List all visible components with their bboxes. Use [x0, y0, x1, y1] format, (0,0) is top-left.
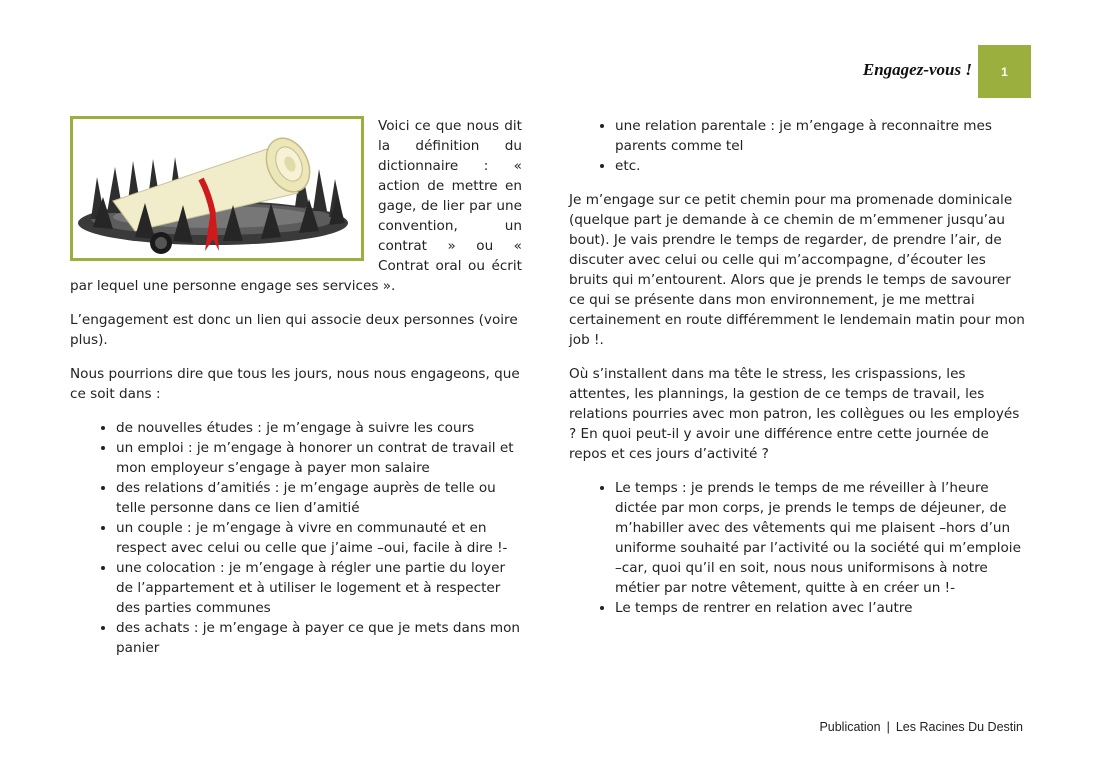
list-item: • des relations d’amitiés : je m’engage auprès de telle ou telle personne dans ce lien d’amitié — [116, 478, 522, 518]
time-list — [569, 478, 1029, 618]
trap-scroll-illustration — [70, 116, 364, 261]
daily-engagement-paragraph: Nous pourrions dire que tous les jours, nous nous engageons, que ce soit dans : — [70, 366, 520, 402]
definition-paragraph: Voici ce que nous dit la définition du dictionnaire : « action de mettre en gage, de lier par une convention, un contrat » ou « Contrat oral ou écrit par lequel une personne engage ses services ». — [70, 118, 522, 294]
list-item: • etc. — [615, 156, 1029, 176]
stress-paragraph: Où s’installent dans ma tête le stress, les crispassions, les attentes, les plannings, la gestion de ce temps de travail, les relations pourries avec mon patron, les collègues ou les employés ? En quoi peut-il y avoir une différence entre cette journée de repos et ces jours d’activité ? — [569, 366, 1020, 462]
trap-scroll-icon — [73, 119, 361, 258]
list-item: • Le temps de rentrer en relation avec l’autre — [615, 598, 1029, 618]
list-item: • des achats : je m’engage à payer ce que je mets dans mon panier — [116, 618, 522, 658]
list-item: • une colocation : je m’engage à régler une partie du loyer de l’appartement et à utiliser le logement et à respecter des parties communes — [116, 558, 522, 618]
left-column — [70, 116, 522, 672]
engagement-list — [70, 418, 522, 658]
list-item: • Le temps : je prends le temps de me réveiller à l’heure dictée par mon corps, je prends le temps de déjeuner, de m’habiller avec des vêtements qui me plaisent –hors d’un uniforme souhaité par l’activité ou la société qui m’emploie –car, quoi qu’il en soit, nous nous uniformisons à notre métier par notre vêtement, quitte à en créer un !- — [615, 478, 1029, 598]
footer-publication: Publication — [819, 720, 881, 734]
list-item: • une relation parentale : je m’engage à reconnaitre mes parents comme tel — [615, 116, 1029, 156]
list-item: • un couple : je m’engage à vivre en communauté et en respect avec celui ou celle que j’aime –oui, facile à dire !- — [116, 518, 522, 558]
engagement-paragraph: L’engagement est donc un lien qui associe deux personnes (voire plus). — [70, 312, 518, 348]
document-title: Engagez-vous ! — [862, 60, 972, 79]
page-footer — [819, 720, 1023, 734]
list-item: • de nouvelles études : je m’engage à suivre les cours — [116, 418, 522, 438]
list-item: • un emploi : je m’engage à honorer un contrat de travail et mon employeur s’engage à payer mon salaire — [116, 438, 522, 478]
footer-publisher: Les Racines Du Destin — [895, 720, 1023, 734]
engagement-list-continued — [569, 116, 1029, 176]
walk-paragraph: Je m’engage sur ce petit chemin pour ma promenade dominicale (quelque part je demande à ce chemin de m’emmener jusqu’au bout). Je vais prendre le temps de regarder, de prendre l’air, de discuter avec celui ou celle qui m’accompagne, d’écouter les bruits qui m’entourent. Alors que je prends le temps de savourer ce qui se présente dans mon environnement, je me mettrai certainement en route différemment le lendemain matin pour mon job !. — [569, 192, 1025, 348]
footer-separator: | — [886, 720, 890, 734]
page-number-badge: 1 — [978, 45, 1031, 98]
right-column — [569, 116, 1029, 632]
